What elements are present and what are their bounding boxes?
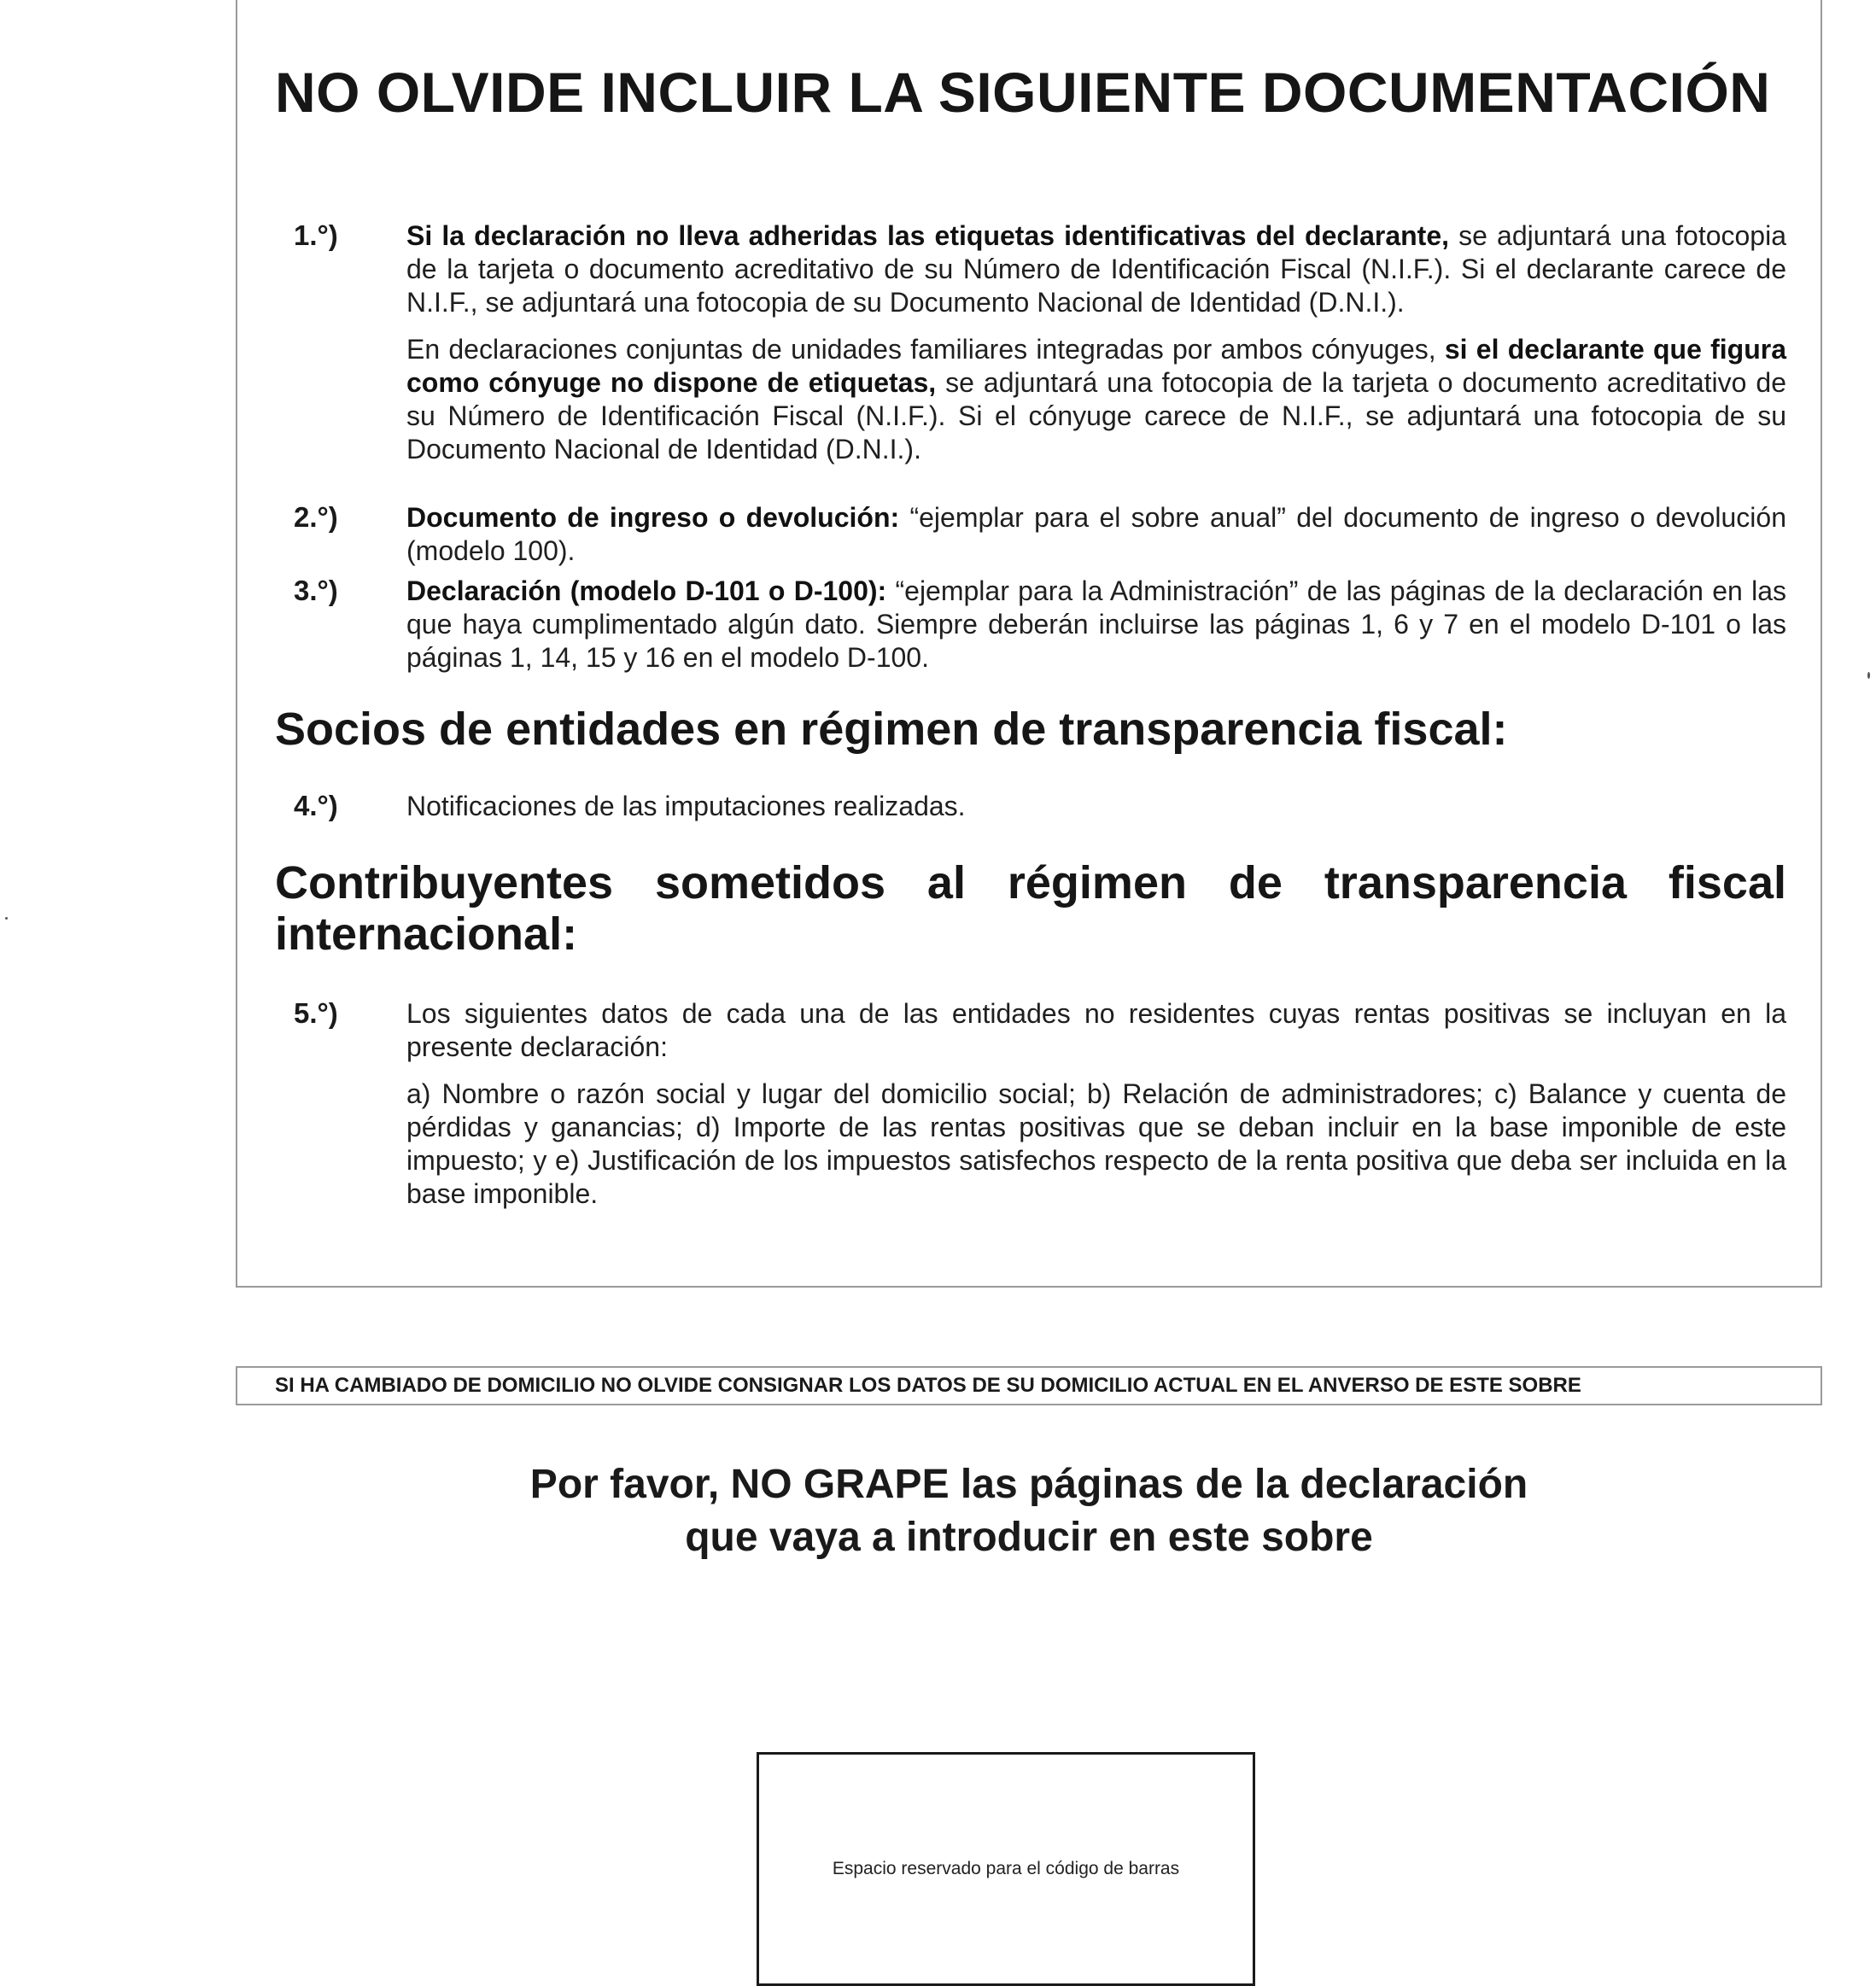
item-number: 3.°) (294, 575, 338, 606)
item-text: “ejemplar para el sobre anual” del documento de ingreso o devolución (modelo 100). (406, 502, 1787, 566)
barcode-box (757, 1752, 1255, 1986)
staple-warning-line-1: Por favor, NO GRAPE las páginas de la declaración (529, 1462, 1528, 1507)
item-paragraph (406, 501, 1786, 568)
item-number: 1.°) (294, 219, 338, 251)
staple-warning-line-2: que vaya a introducir en este sobre (685, 1515, 1373, 1560)
section-title-internacional: Contribuyentes sometidos al régimen de transparencia fiscal internacional: (275, 857, 1786, 960)
item-body (406, 219, 1786, 480)
barcode-label: Espacio reservado para el código de barras (832, 1859, 1180, 1878)
item-number: 5.°) (294, 997, 338, 1029)
item-body (406, 997, 1786, 1224)
section-title-socios: Socios de entidades en régimen de transparencia fiscal: (275, 704, 1508, 755)
item-bold-text: Declaración (modelo D-101 o D-100): (406, 575, 887, 606)
item-paragraph (406, 333, 1786, 466)
address-change-notice: SI HA CAMBIADO DE DOMICILIO NO OLVIDE CONSIGNAR LOS DATOS DE SU DOMICILIO ACTUAL EN EL ANVERSO DE ESTE SOBRE (236, 1366, 1822, 1405)
item-bold-text: si el declarante que figura como cónyuge no dispone de etiquetas, (406, 334, 1786, 398)
item-paragraph: Los siguientes datos de cada una de las entidades no residentes cuyas rentas positivas se incluyan en la presente declaración: (406, 998, 1786, 1062)
item-bold-text: Documento de ingreso o devolución: (406, 502, 900, 533)
item-text: se adjuntará una fotocopia de la tarjeta o documento acreditativo de su Número de Identificación Fiscal (N.I.F.). Si el declarante carece de N.I.F., se adjuntará una fotocopia de su Documento Nacional de Identidad (D.N.I.). (406, 220, 1787, 318)
item-paragraph: Notificaciones de las imputaciones realizadas. (406, 791, 966, 821)
item-text: En declaraciones conjuntas de unidades familiares integradas por ambos cónyuges, (406, 334, 1445, 365)
scan-speck (1867, 672, 1870, 679)
item-body (406, 575, 1786, 688)
item-bold-text: Si la declaración no lleva adheridas las etiquetas identificativas del declarante, (406, 220, 1450, 251)
item-body (406, 501, 1786, 581)
item-body (406, 790, 1786, 837)
item-text: “ejemplar para la Administración” de las páginas de la declaración en las que haya cumplimentado algún dato. Siempre deberán incluirse las páginas 1, 6 y 7 en el modelo D-101 o las páginas 1, 14, 15 y 16 en el modelo D-100. (406, 575, 1787, 673)
item-number: 2.°) (294, 501, 338, 533)
item-paragraph (406, 575, 1786, 675)
main-title: NO OLVIDE INCLUIR LA SIGUIENTE DOCUMENTACIÓN (275, 61, 1771, 124)
item-paragraph: a) Nombre o razón social y lugar del domicilio social; b) Relación de administradores; c) Balance y cuenta de pérdidas y ganancias; d) Importe de las rentas positivas que se deban incluir en la base imponible de este impuesto; y e) Justificación de los impuestos satisfechos respecto de la renta positiva que deba ser incluida en la base imponible. (406, 1078, 1786, 1209)
scan-speck (5, 917, 8, 920)
item-text: se adjuntará una fotocopia de la tarjeta o documento acreditativo de su Número de Identificación Fiscal (N.I.F.). Si el cónyuge carece de N.I.F., se adjuntará una fotocopia de su Documento Nacional de Identidad (D.N.I.). (406, 367, 1787, 464)
staple-warning (236, 1458, 1822, 1564)
item-paragraph (406, 219, 1786, 319)
item-number: 4.°) (294, 790, 338, 821)
